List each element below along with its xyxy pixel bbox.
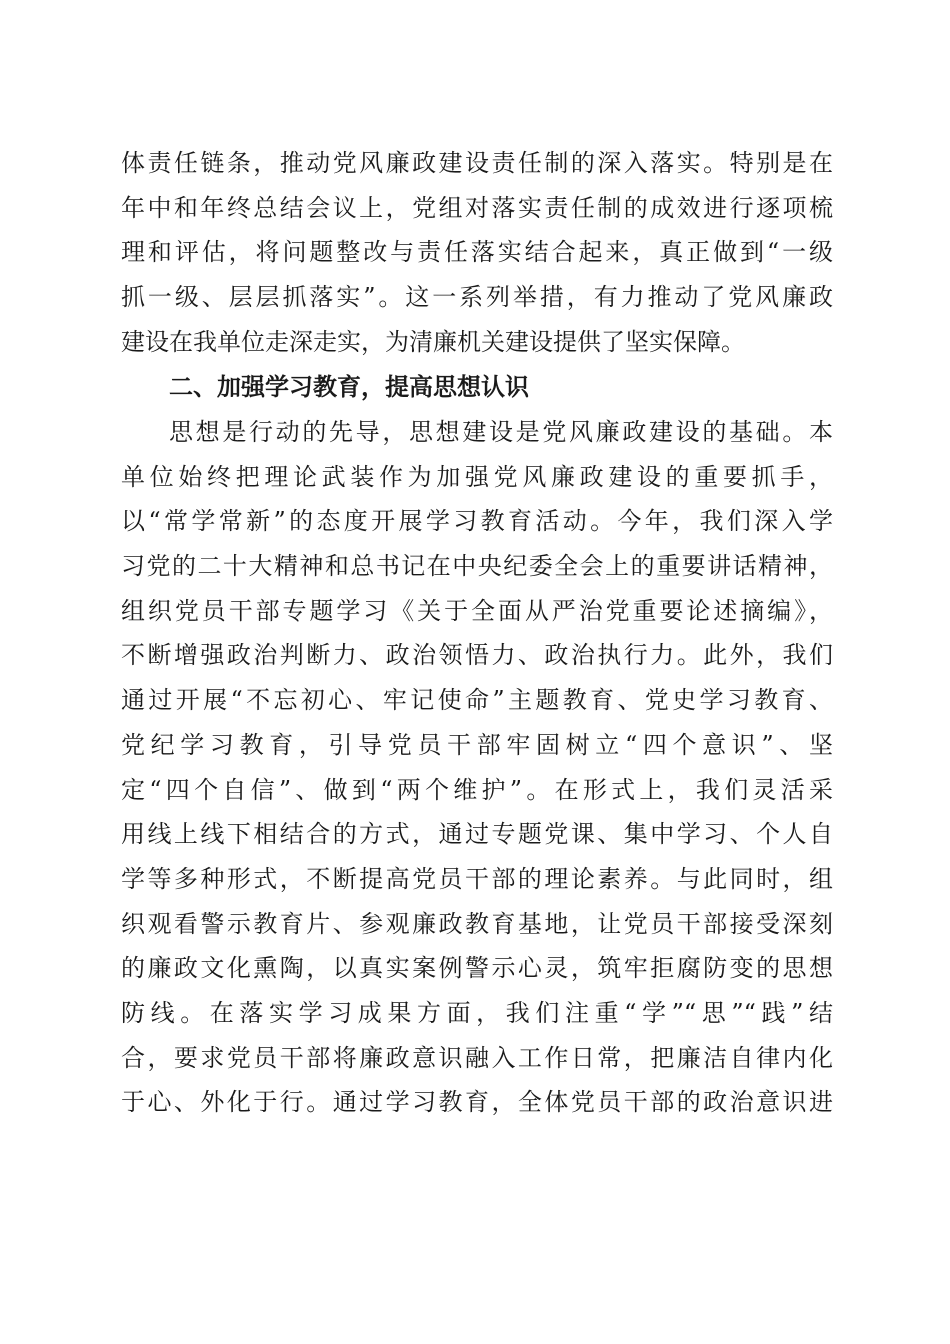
text-line: 理和评估，将问题整改与责任落实结合起来，真正做到“一级 xyxy=(121,238,833,267)
text-line: 单位始终把理论武装作为加强党风廉政建设的重要抓手， xyxy=(121,462,833,491)
text-line: 的廉政文化熏陶，以真实案例警示心灵，筑牢拒腐防变的思想 xyxy=(121,954,833,983)
section-heading: 二、加强学习教育，提高思想认识 xyxy=(169,373,529,401)
section-heading-block xyxy=(121,365,833,410)
text-line: 织观看警示教育片、参观廉政教育基地，让党员干部接受深刻 xyxy=(121,909,833,938)
text-line: 组织党员干部专题学习《关于全面从严治党重要论述摘编》， xyxy=(121,596,833,625)
text-line: 年中和年终总结会议上，党组对落实责任制的成效进行逐项梳 xyxy=(121,193,833,222)
text-line: 用线上线下相结合的方式，通过专题党课、集中学习、个人自 xyxy=(121,820,833,849)
text-line: 于心、外化于行。通过学习教育，全体党员干部的政治意识进 xyxy=(121,1088,833,1117)
text-line: 学等多种形式，不断提高党员干部的理论素养。与此同时，组 xyxy=(121,864,833,893)
text-line: 党纪学习教育，引导党员干部牢固树立“四个意识”、坚 xyxy=(121,730,833,759)
text-line: 体责任链条，推动党风廉政建设责任制的深入落实。特别是在 xyxy=(121,149,833,177)
text-line: 防线。在落实学习成果方面，我们注重“学”“思”“践”结 xyxy=(121,998,833,1027)
text-line: 定“四个自信”、做到“两个维护”。在形式上，我们灵活采 xyxy=(121,775,833,804)
text-line: 不断增强政治判断力、政治领悟力、政治执行力。此外，我们 xyxy=(121,641,833,670)
paragraph-study-education xyxy=(121,410,833,1125)
text-line: 抓一级、层层抓落实”。这一系列举措，有力推动了党风廉政 xyxy=(121,283,833,312)
paragraph-continuation xyxy=(121,141,833,364)
text-line: 思想是行动的先导，思想建设是党风廉政建设的基础。本 xyxy=(169,418,833,446)
text-line: 合，要求党员干部将廉政意识融入工作日常，把廉洁自律内化 xyxy=(121,1043,833,1072)
text-line: 通过开展“不忘初心、牢记使命”主题教育、党史学习教育、 xyxy=(121,686,833,715)
text-line: 习党的二十大精神和总书记在中央纪委全会上的重要讲话精神， xyxy=(121,552,833,581)
text-line: 以“常学常新”的态度开展学习教育活动。今年，我们深入学 xyxy=(121,507,833,536)
text-line: 建设在我单位走深走实，为清廉机关建设提供了坚实保障。 xyxy=(121,327,745,356)
